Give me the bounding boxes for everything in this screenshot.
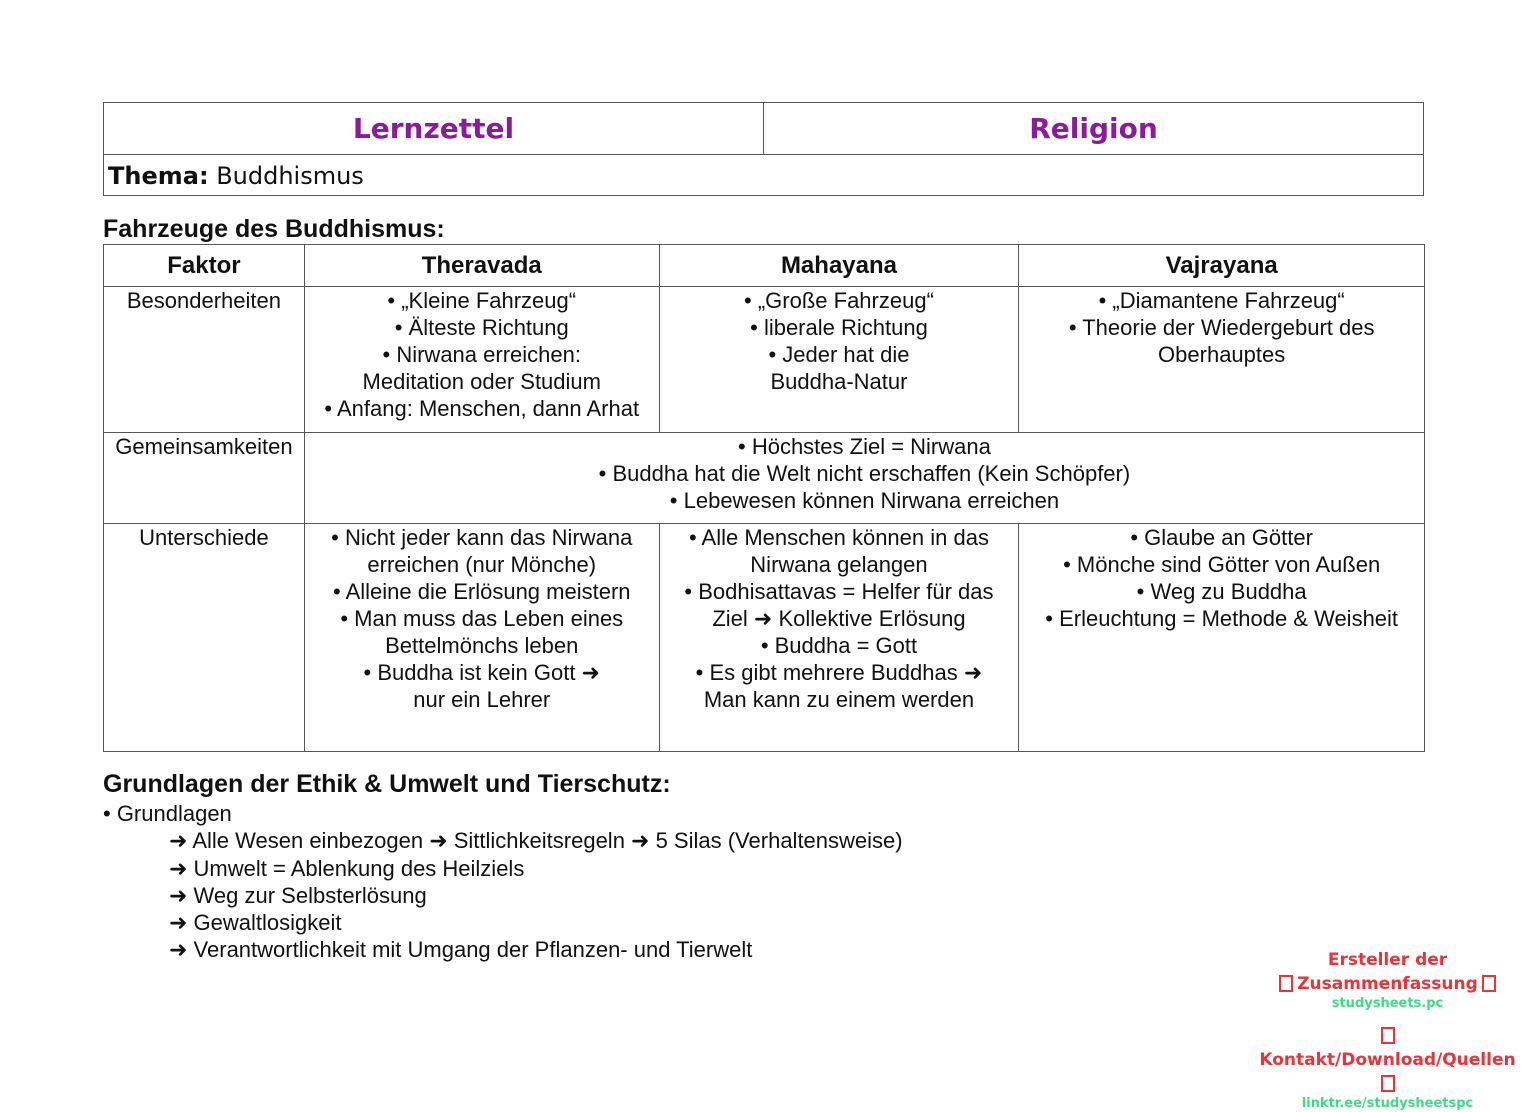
list-item: Man kann zu einem werden bbox=[703, 687, 975, 712]
promo-creator-line1: Ersteller der bbox=[1327, 950, 1448, 970]
phone-icon bbox=[1381, 1075, 1395, 1092]
list-item: • Bodhisattavas = Helfer für das bbox=[684, 579, 994, 604]
list-item: • Lebewesen können Nirwana erreichen bbox=[669, 488, 1060, 513]
document-icon bbox=[1482, 975, 1496, 992]
list-item: • Jeder hat die bbox=[768, 342, 910, 367]
col-header-mahayana: Mahayana bbox=[659, 245, 1019, 287]
promo-creator-handle[interactable]: studysheets.pc bbox=[1331, 996, 1444, 1011]
unterschiede-theravada bbox=[304, 524, 659, 752]
row-label-unterschiede: Unterschiede bbox=[104, 524, 305, 752]
list-item: Meditation oder Studium bbox=[362, 369, 601, 394]
besonderheiten-theravada bbox=[304, 287, 659, 433]
table-row bbox=[104, 524, 1425, 752]
list-item: • Glaube an Götter bbox=[1130, 525, 1313, 550]
list-item: nur ein Lehrer bbox=[413, 687, 551, 712]
row-label-gemeinsamkeiten: Gemeinsamkeiten bbox=[104, 433, 305, 524]
table-row bbox=[104, 433, 1425, 524]
list-item: • „Kleine Fahrzeug“ bbox=[387, 288, 577, 313]
besonderheiten-mahayana bbox=[659, 287, 1019, 433]
ethics-items bbox=[103, 827, 903, 963]
list-item: • Buddha hat die Welt nicht erschaffen (Kein Schöpfer) bbox=[598, 461, 1131, 486]
section-ethics-title: Grundlagen der Ethik & Umwelt und Tierschutz: bbox=[103, 770, 671, 798]
col-header-theravada: Theravada bbox=[304, 245, 659, 287]
row-label-besonderheiten: Besonderheiten bbox=[104, 287, 305, 433]
list-item: • „Diamantene Fahrzeug“ bbox=[1098, 288, 1345, 313]
header-left-title: Lernzettel bbox=[352, 112, 515, 145]
list-item: • Weg zu Buddha bbox=[1136, 579, 1307, 604]
list-item: • Buddha = Gott bbox=[760, 633, 918, 658]
promo-box bbox=[1250, 948, 1525, 1112]
list-item: Oberhauptes bbox=[1158, 342, 1286, 367]
vehicles-table bbox=[103, 244, 1425, 752]
list-item: • Nicht jeder kann das Nirwana bbox=[331, 525, 633, 550]
list-item: • liberale Richtung bbox=[750, 315, 928, 340]
list-item: • Höchstes Ziel = Nirwana bbox=[738, 434, 991, 459]
promo-contact-link[interactable]: linktr.ee/studysheetspc bbox=[1301, 1096, 1474, 1111]
ethics-list bbox=[103, 800, 903, 964]
list-item: ➜ Verantwortlichkeit mit Umgang der Pflanzen- und Tierwelt bbox=[169, 937, 753, 963]
list-item: • Buddha ist kein Gott ➜ bbox=[363, 660, 600, 685]
phone-icon bbox=[1381, 1027, 1395, 1044]
list-item: • Man muss das Leben eines bbox=[340, 606, 624, 631]
document-icon bbox=[1279, 975, 1293, 992]
besonderheiten-vajrayana bbox=[1019, 287, 1425, 433]
promo-contact[interactable]: Kontakt/Download/Quellen bbox=[1259, 1050, 1516, 1070]
list-item: ➜ Weg zur Selbsterlösung bbox=[169, 882, 427, 908]
list-item: • Alle Menschen können in das bbox=[688, 525, 989, 550]
list-item: Bettelmönchs leben bbox=[385, 633, 579, 658]
list-item: • Es gibt mehrere Buddhas ➜ bbox=[695, 660, 983, 685]
list-item: ➜ Gewaltlosigkeit bbox=[169, 910, 342, 936]
list-item: Nirwana gelangen bbox=[750, 552, 928, 577]
col-header-faktor: Faktor bbox=[104, 245, 305, 287]
unterschiede-mahayana bbox=[659, 524, 1019, 752]
list-item: • Theorie der Wiedergeburt des bbox=[1068, 315, 1375, 340]
table-header-row bbox=[104, 245, 1425, 287]
list-item: • „Große Fahrzeug“ bbox=[744, 288, 934, 313]
list-item: erreichen (nur Mönche) bbox=[367, 552, 597, 577]
list-item: • Mönche sind Götter von Außen bbox=[1063, 552, 1381, 577]
list-item: • Älteste Richtung bbox=[394, 315, 569, 340]
table-row bbox=[104, 287, 1425, 433]
promo-creator-line2: Zusammenfassung bbox=[1297, 974, 1478, 994]
list-item: • Anfang: Menschen, dann Arhat bbox=[324, 396, 640, 421]
header-box bbox=[103, 102, 1424, 196]
list-item: • Nirwana erreichen: bbox=[382, 342, 581, 367]
section-vehicles-title: Fahrzeuge des Buddhismus: bbox=[103, 215, 445, 243]
topic-value: Buddhismus bbox=[216, 162, 364, 190]
list-item: ➜ Umwelt = Ablenkung des Heilziels bbox=[169, 855, 525, 881]
list-item: Buddha-Natur bbox=[770, 369, 908, 394]
col-header-vajrayana: Vajrayana bbox=[1019, 245, 1425, 287]
ethics-heading: • Grundlagen bbox=[103, 801, 232, 826]
list-item: ➜ Alle Wesen einbezogen ➜ Sittlichkeitsregeln ➜ 5 Silas (Verhaltensweise) bbox=[169, 828, 903, 854]
list-item: • Erleuchtung = Methode & Weisheit bbox=[1045, 606, 1399, 631]
list-item: • Alleine die Erlösung meistern bbox=[332, 579, 631, 604]
topic-row bbox=[104, 155, 1423, 197]
topic-label: Thema: bbox=[108, 162, 209, 190]
list-item: Ziel ➜ Kollektive Erlösung bbox=[712, 606, 966, 631]
gemeinsamkeiten-items bbox=[304, 433, 1424, 524]
header-right-title: Religion bbox=[763, 103, 1423, 154]
unterschiede-vajrayana bbox=[1019, 524, 1425, 752]
